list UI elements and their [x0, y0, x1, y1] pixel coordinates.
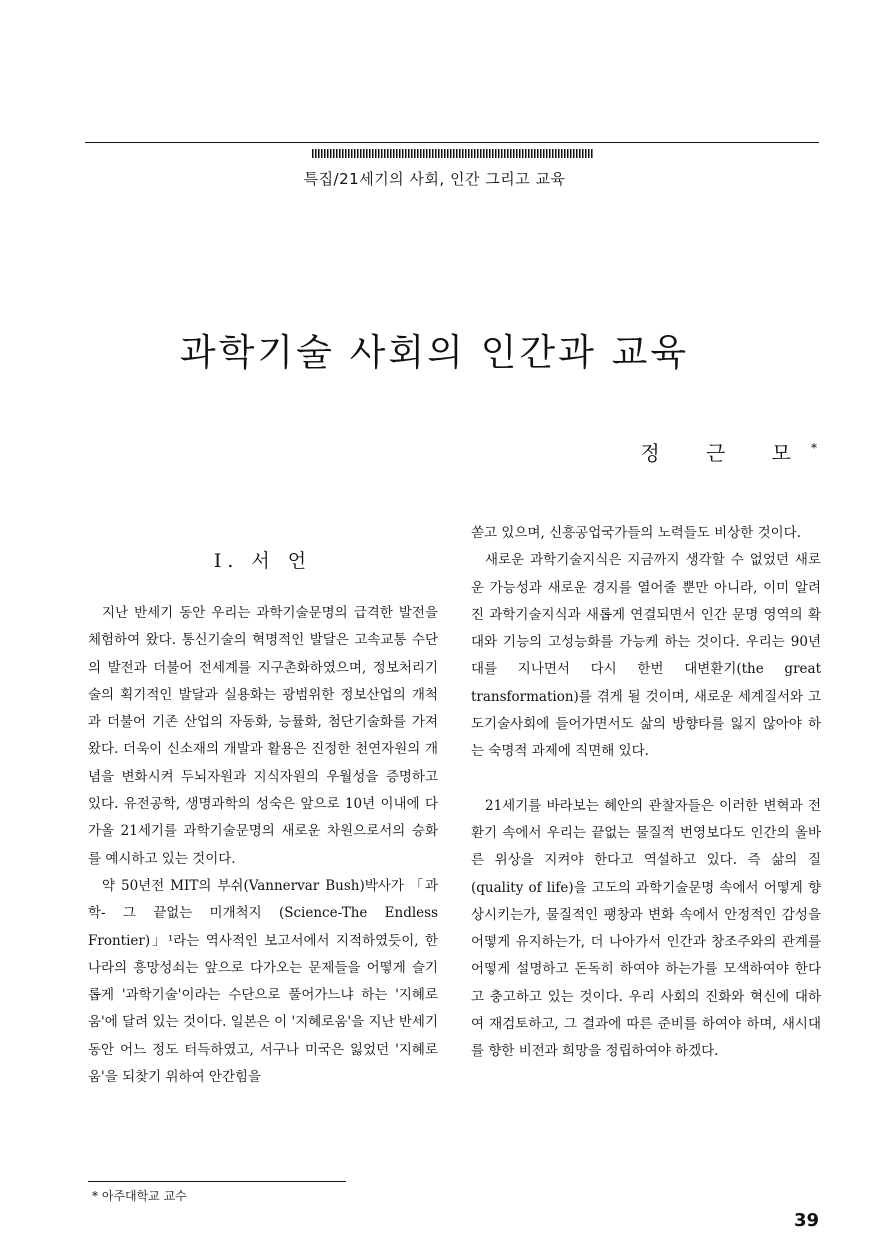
page-number: 39 [793, 1210, 819, 1231]
paragraph-left-1: 지난 반세기 동안 우리는 과학기술문명의 급격한 발전을 체험하여 왔다. 통신기술의 혁명적인 발달은 고속교통 수단의 발전과 더불어 전세계를 지구촌화하였으며, 정보처리기술의 획기적인 발달과 실용화는 광범위한 정보산업의 개척과 더불어 기존 산업의 자동화, 능률화, 첨단기술화를 가져왔다. 더욱이 신소재의 개발과 활용은 진정한 천연자원의 개념을 변화시켜 두뇌자원과 지식자원의 우월성을 증명하고 있다. 유전공학, 생명과학의 성숙은 앞으로 10년 이내에 다가올 21세기를 과학기술문명의 새로운 차원으로서의 승화를 예시하고 있는 것이다. [88, 605, 438, 867]
footnote: * 아주대학교 교수 [92, 1189, 187, 1203]
decorative-bar [312, 149, 594, 158]
left-column [88, 520, 438, 1091]
right-column [471, 520, 821, 1066]
author-line [640, 437, 817, 466]
paragraph-right-3: 21세기를 바라보는 혜안의 관찰자들은 이러한 변혁과 전환기 속에서 우리는 끝없는 물질적 번영보다도 인간의 올바른 위상을 지켜야 한다고 역설하고 있다. 즉 삶의 질 (quality of life)을 고도의 과학기술문명 속에서 어떻게 향상시키는가, 물질적인 팽창과 변화 속에서 안정적인 감성을 어떻게 유지하는가, 더 나아가서 인간과 창조주와의 관계를 어떻게 설명하고 돈독히 하여야 하는가를 모색하여야 한다고 충고하고 있는 것이다. 우리 사회의 진화와 혁신에 대하여 재검토하고, 그 결과에 따른 준비를 하여야 하며, 새시대를 향한 비전과 희망을 정립하여야 하겠다. [471, 797, 821, 1060]
top-rule [85, 142, 819, 143]
series-title: 특집/21세기의 사회, 인간 그리고 교육 [303, 170, 566, 188]
paragraph-left-2: 약 50년전 MIT의 부쉬(Vannervar Bush)박사가 「과학- 그 끝없는 미개척지 (Science-The Endless Frontier)」¹라는 역사적인 보고서에서 지적하였듯이, 한 나라의 흥망성쇠는 앞으로 다가오는 문제들을 어떻게 슬기롭게 '과학기술'이라는 수단으로 풀어가느냐 하는 '지혜로움'에 달려 있는 것이다. 일본은 이 '지혜로움'을 지난 반세기 동안 어느 정도 터득하였고, 서구나 미국은 잃었던 '지혜로움'을 되찾기 위하여 안간힘을 [88, 877, 438, 1086]
section-heading: I. 서 언 [213, 550, 313, 572]
author-footnote-mark: * [811, 441, 817, 455]
author-name: 정 근 모 [640, 441, 811, 465]
article-title: 과학기술 사회의 인간과 교육 [179, 330, 690, 374]
paragraph-right-2: 새로운 과학기술지식은 지금까지 생각할 수 없었던 새로운 가능성과 새로운 경지를 열어줄 뿐만 아니라, 이미 알려진 과학기술지식과 새롭게 연결되면서 인간 문명 영역의 확대와 기능의 고성능화를 가능케 하는 것이다. 우리는 90년대를 지나면서 다시 한번 대변환기(the great transformation)를 겪게 될 것이며, 새로운 세계질서와 고도기술사회에 들어가면서도 삶의 방향타를 잃지 않아야 하는 숙명적 과제에 직면해 있다. [471, 552, 821, 760]
footnote-rule [88, 1181, 346, 1182]
paragraph-right-1: 쏟고 있으며, 신흥공업국가들의 노력들도 비상한 것이다. [471, 525, 801, 541]
